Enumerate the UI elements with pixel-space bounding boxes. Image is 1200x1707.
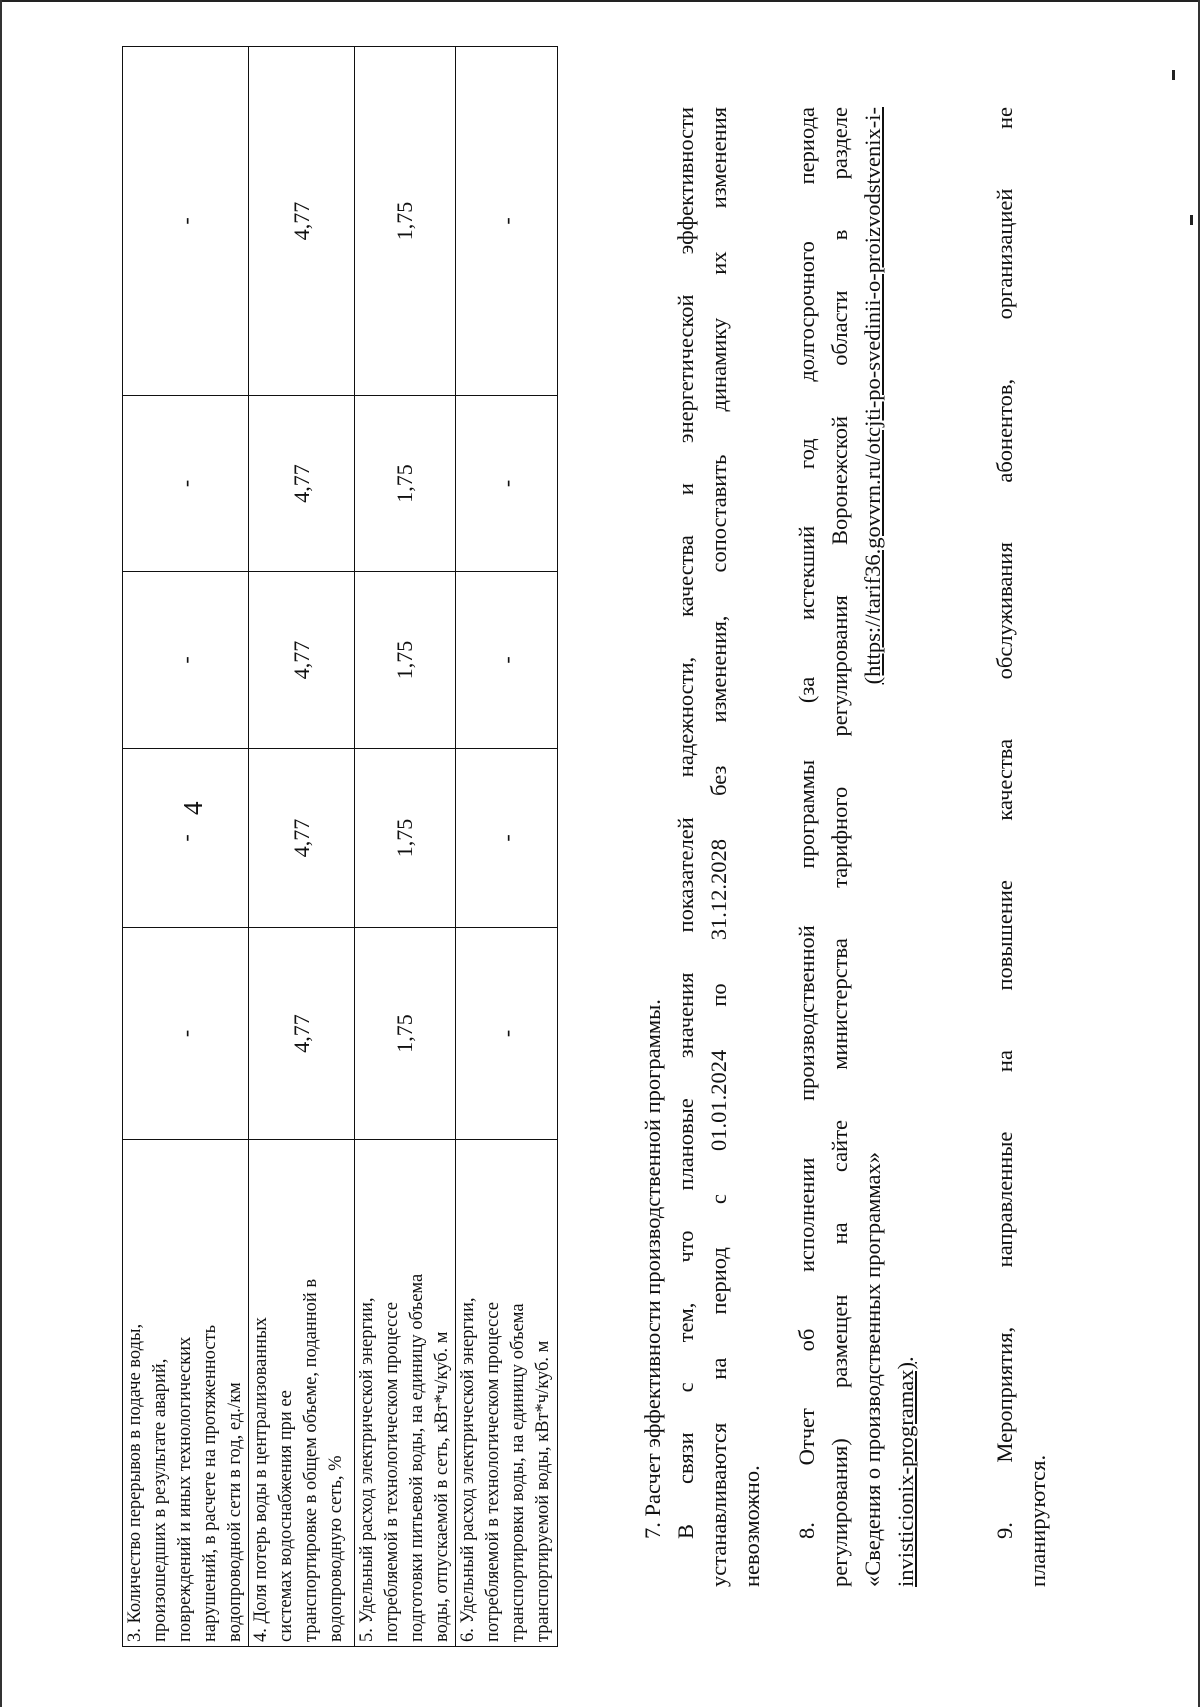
indicator-name-line: водопроводной сети в год, ед./км xyxy=(225,1382,245,1642)
value-cell: 1,75 xyxy=(355,749,456,928)
value-cell: - xyxy=(456,396,558,572)
section-8-title-text: «Сведения о производственных программах» xyxy=(860,1152,885,1587)
value-cell: 1,75 xyxy=(355,572,456,749)
indicator-name-line: системах водоснабжения при ее xyxy=(276,1390,296,1642)
table-row xyxy=(249,47,355,1647)
indicator-name-line: потребляемой в технологическом процессе xyxy=(382,1302,402,1642)
indicator-name-cell xyxy=(249,1140,355,1647)
value-cell: - xyxy=(123,928,249,1140)
indicator-name-line: водопроводную сеть, % xyxy=(326,1455,346,1642)
value-cell: - xyxy=(456,572,558,749)
section-8-line: 8. Отчет об исполнении производственной программы (за истекший год долгосрочного периода xyxy=(794,107,819,1539)
value-cell: 1,75 xyxy=(355,396,456,572)
section-8-line: регулирования) размещен на сайте министерства тарифного регулирования Воронежской области в разделе xyxy=(827,107,852,1587)
value-cell: - xyxy=(456,928,558,1140)
section-7-line: невозможно. xyxy=(739,1465,764,1587)
indicator-name-line: транспортировки воды, на единицу объема xyxy=(508,1303,528,1642)
value-cell: 1,75 xyxy=(355,47,456,396)
indicator-name-cell xyxy=(355,1140,456,1647)
value-cell: - xyxy=(123,396,249,572)
section-9-line: 9. Мероприятия, направленные на повышение качества обслуживания абонентов, организацией не xyxy=(992,107,1017,1539)
indicator-name-line: транспортируемой воды, кВт*ч/куб. м xyxy=(533,1340,553,1642)
section-8-line xyxy=(889,107,922,1587)
indicator-name-line: 4. Доля потерь воды в централизованных xyxy=(251,1317,271,1642)
section-8-end: . xyxy=(893,1356,918,1363)
report-link[interactable]: (https://tarif36.govvrn.ru/otcjti-po-svedinii-o-proizvodstvenix-i- xyxy=(860,107,885,685)
value-cell: - xyxy=(456,47,558,396)
report-link-continued[interactable]: invisticionix-programax) xyxy=(893,1362,918,1587)
indicator-name-line: транспортировке в общем объеме, поданной в xyxy=(301,1278,321,1642)
indicator-name-cell xyxy=(123,1140,249,1647)
section-9-line: планируются. xyxy=(1025,1454,1050,1587)
indicators-table xyxy=(122,46,558,1647)
table-row xyxy=(123,47,249,1647)
indicator-name-line: воды, отпускаемой в сеть, кВт*ч/куб. м xyxy=(432,1331,452,1642)
value-cell: 4,77 xyxy=(249,928,355,1140)
value-cell: 1,75 xyxy=(355,928,456,1140)
indicator-name-cell xyxy=(456,1140,558,1647)
indicator-name-line: 6. Удельный расход электрической энергии, xyxy=(458,1297,478,1642)
section-9 xyxy=(988,107,1054,1587)
indicator-name-line: потребляемой в технологическом процессе xyxy=(483,1302,503,1642)
value-cell: - xyxy=(123,572,249,749)
value-cell: - xyxy=(123,47,249,396)
value-cell: - xyxy=(123,749,249,928)
value-cell: 4,77 xyxy=(249,749,355,928)
page-number: 4 xyxy=(178,801,208,815)
value-cell: 4,77 xyxy=(249,47,355,396)
value-cell: 4,77 xyxy=(249,572,355,749)
indicator-name-line: нарушений, в расчете на протяженность xyxy=(200,1324,220,1642)
section-8-line xyxy=(856,107,889,1587)
indicator-name-line: произошедших в результате аварий, xyxy=(150,1358,170,1642)
indicator-name-line: 5. Удельный расход электрической энергии, xyxy=(357,1297,377,1642)
section-7 xyxy=(636,107,768,1587)
value-cell: - xyxy=(456,749,558,928)
section-7-line: устанавливаются на период с 01.01.2024 по 31.12.2028 без изменения, сопоставить динамику их изменения xyxy=(706,107,731,1587)
section-7-heading: 7. Расчет эффективности производственной программы. xyxy=(640,999,665,1539)
indicator-name-line: подготовки питьевой воды, на единицу объема xyxy=(407,1273,427,1642)
indicator-name-line: 3. Количество перерывов в подаче воды, xyxy=(125,1323,145,1642)
value-cell: 4,77 xyxy=(249,396,355,572)
table-row xyxy=(456,47,558,1647)
indicator-name-line: повреждений и иных технологических xyxy=(175,1336,195,1642)
section-8 xyxy=(790,107,922,1587)
section-7-line: В связи с тем, что плановые значения показателей надежности, качества и энергетической эффективности xyxy=(673,107,698,1539)
table-row xyxy=(355,47,456,1647)
